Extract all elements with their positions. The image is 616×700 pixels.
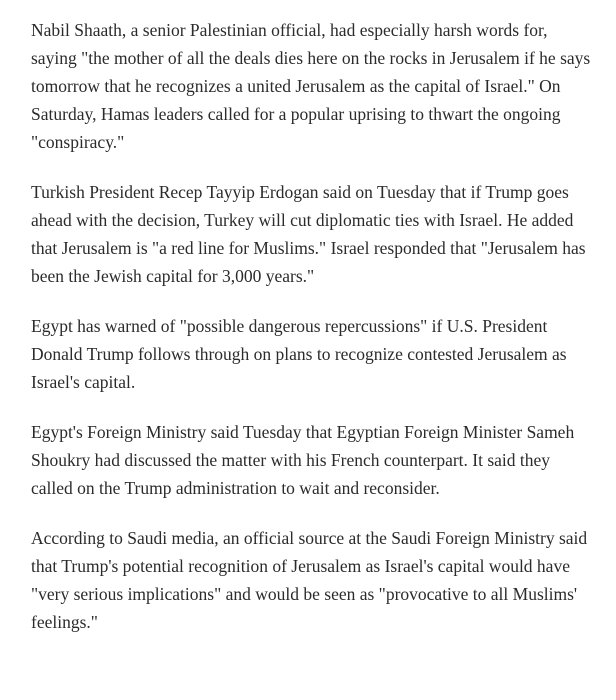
article-paragraph-egypt-warning: Egypt has warned of "possible dangerous repercussions" if U.S. President Donald Trump follows through on plans to recognize contested Jerusalem as Israel's capital. [31, 316, 567, 392]
article-paragraph-shaath: Nabil Shaath, a senior Palestinian official, had especially harsh words for, saying "the mother of all the deals dies here on the rocks in Jerusalem if he says tomorrow that he recognizes a united Jerusalem as the capital of Israel." On Saturday, Hamas leaders called for a popular uprising to thwart the ongoing "conspiracy." [31, 20, 591, 152]
article-paragraph-saudi: According to Saudi media, an official source at the Saudi Foreign Ministry said that Trump's potential recognition of Jerusalem as Israel's capital would have "very serious implications" and would be seen as "provocative to all Muslims' feelings." [31, 528, 588, 632]
article-body [31, 16, 591, 658]
article-paragraph-erdogan: Turkish President Recep Tayyip Erdogan said on Tuesday that if Trump goes ahead with the decision, Turkey will cut diplomatic ties with Israel. He added that Jerusalem is "a red line for Muslims." Israel responded that "Jerusalem has been the Jewish capital for 3,000 years." [31, 182, 586, 286]
article-paragraph-egypt-foreign-ministry: Egypt's Foreign Ministry said Tuesday that Egyptian Foreign Minister Sameh Shoukry had discussed the matter with his French counterpart. It said they called on the Trump administration to wait and reconsider. [31, 422, 575, 498]
